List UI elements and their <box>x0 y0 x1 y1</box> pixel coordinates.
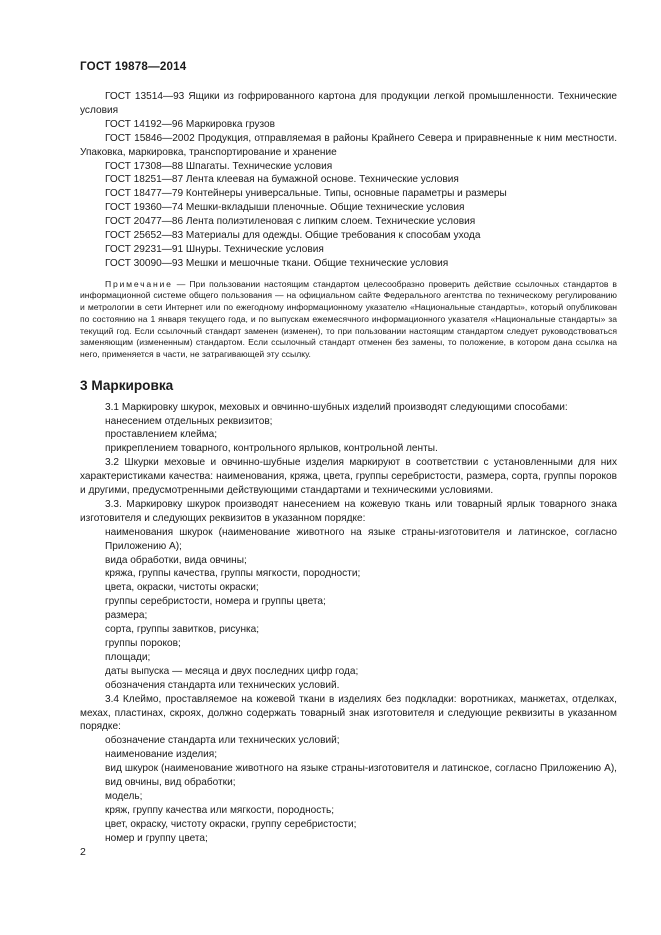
reference-item: ГОСТ 30090—93 Мешки и мешочные ткани. Общие технические условия <box>105 257 449 269</box>
list-item: обозначение стандарта или технических условий; <box>105 735 340 747</box>
clause-3-3: 3.3. Маркировку шкурок производят нанесением на кожевую ткань или товарный ярлык товарного знака изготовителя и следующих реквизитов в указанном порядке: <box>80 498 617 524</box>
list-item: даты выпуска — месяца и двух последних цифр года; <box>105 665 359 677</box>
list-item: размера; <box>105 610 148 622</box>
page-number: 2 <box>80 846 86 858</box>
list-item: вида обработки, вида овчины; <box>105 554 247 566</box>
clause-3-2: 3.2 Шкурки меховые и овчинно-шубные изделия маркируют в соответствии с установленными для них характеристиками качества: наименования, кряжа, цвета, группы серебристости, размера, сорта, группы пороков и другими, предусмотренными действующими стандартами и техническими условиями. <box>80 457 617 497</box>
document-header: ГОСТ 19878—2014 <box>80 60 187 73</box>
note-label: Примечание <box>105 278 173 289</box>
list-item: площади; <box>105 651 151 663</box>
clause-3-1: 3.1 Маркировку шкурок, меховых и овчинно-шубных изделий производят следующими способами: <box>105 401 568 413</box>
list-item: обозначения стандарта или технических условий. <box>105 679 340 691</box>
reference-item: ГОСТ 20477—86 Лента полиэтиленовая с липким слоем. Технические условия <box>105 216 476 228</box>
list-item: цвета, окраски, чистоты окраски; <box>105 582 259 594</box>
list-item: кряж, группу качества или мягкости, породность; <box>105 804 335 816</box>
section-title: 3 Маркировка <box>80 377 174 393</box>
list-item: номер и группу цвета; <box>105 832 208 844</box>
reference-item: ГОСТ 19360—74 Мешки-вкладыши пленочные. Общие технические условия <box>105 202 465 214</box>
note-paragraph <box>80 279 617 361</box>
reference-item: ГОСТ 18251—87 Лента клеевая на бумажной основе. Технические условия <box>105 174 459 186</box>
reference-item: ГОСТ 25652—83 Материалы для одежды. Общие требования к способам ухода <box>105 230 481 242</box>
reference-item: ГОСТ 29231—91 Шнуры. Технические условия <box>105 243 324 255</box>
list-item: вид шкурок (наименование животного на языке страны-изготовителя и латинское, согласно Приложению А), вид овчины, вид обработки; <box>105 763 617 789</box>
list-item: сорта, группы завитков, рисунка; <box>105 624 260 636</box>
note-text: — При пользовании настоящим стандартом целесообразно проверить действие ссылочных стандартов в информационной системе общего пользования — на официальном сайте Федерального агентства по техническому регулированию и метрологии в сети Интернет или по ежегодному информационному указателю «Национальные стандарты», который опубликован по состоянию на 1 января текущего года, и по выпускам ежемесячного информационного указателя «Национальные стандарты» за текущий год. Если ссылочный стандарт заменен (изменен), то при пользовании настоящим стандартом следует руководствоваться заменяющим (измененным) стандартом. Если ссылочный стандарт отменен без замены, то положение, в котором дана ссылка на него, применяется в части, не затрагивающей эту ссылку. <box>80 278 617 359</box>
reference-item: ГОСТ 14192—96 Маркировка грузов <box>105 118 276 130</box>
reference-item: ГОСТ 13514—93 Ящики из гофрированного картона для продукции легкой промышленности. Технические условия <box>80 91 617 116</box>
list-item: группы серебристости, номера и группы цвета; <box>105 596 326 608</box>
clause-3-4: 3.4 Клеймо, проставляемое на кожевой ткани в изделиях без подкладки: воротниках, манжетах, отделках, мехах, пластинах, скроях, должно содержать товарный знак изготовителя и следующие реквизиты в указанном порядке: <box>80 693 617 733</box>
reference-item: ГОСТ 18477—79 Контейнеры универсальные. Типы, основные параметры и размеры <box>105 188 507 200</box>
list-item: наименования шкурок (наименование животного на языке страны-изготовителя и латинское, согласно Приложению А); <box>105 526 617 552</box>
list-item: группы пороков; <box>105 638 181 650</box>
reference-item: ГОСТ 17308—88 Шпагаты. Технические условия <box>105 160 333 172</box>
list-item: прикреплением товарного, контрольного ярлыков, контрольной ленты. <box>105 443 438 455</box>
list-item: наименование изделия; <box>105 749 218 761</box>
page-content <box>80 90 617 846</box>
list-item: проставлением клейма; <box>105 429 218 441</box>
reference-item: ГОСТ 15846—2002 Продукция, отправляемая в районы Крайнего Севера и приравненные к ним местности. Упаковка, маркировка, транспортирование и хранение <box>80 132 617 158</box>
list-item: цвет, окраску, чистоту окраски, группу серебристости; <box>105 818 357 830</box>
normative-references-list <box>80 90 617 271</box>
list-item: нанесением отдельных реквизитов; <box>105 415 273 427</box>
list-item: модель; <box>105 790 143 802</box>
list-item: кряжа, группы качества, группы мягкости, породности; <box>105 568 361 580</box>
